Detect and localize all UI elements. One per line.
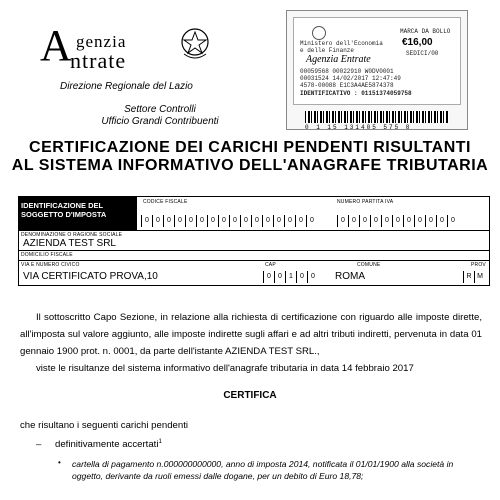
marca-da-bollo-stamp: [286, 10, 468, 130]
form-cell: 1: [285, 271, 296, 283]
bullet-marker: •: [58, 458, 61, 467]
domicilio-label: DOMICILIO FISCALE: [21, 252, 73, 258]
stamp-barcode: [305, 111, 449, 123]
form-cell: 0: [392, 215, 403, 227]
prov-label: PROV: [471, 262, 486, 268]
cf-cells: [141, 215, 317, 227]
via-value: VIA CERTIFICATO PROVA,10: [23, 271, 158, 282]
body-paragraph-1: Il sottoscritto Capo Sezione, in relazione alla richiesta di certificazione con riguardo alle imposte dirette, all'imposta sul valore aggiunto, alle imposte indirette sugli affari e ad altri tributi indiretti, pervenuta in data 01 gennaio 1900 prot. n. 0001, da parte dell'istante AZIENDA TEST SRL.,: [20, 312, 482, 357]
form-cell: 0: [273, 215, 284, 227]
stamp-code-4: IDENTIFICATIVO : 01151374059758: [300, 90, 412, 97]
form-cell: 0: [141, 215, 152, 227]
piva-cells: [337, 215, 458, 227]
stamp-code-3: 4578-00088 E1C3A4AE5874378: [300, 82, 394, 89]
form-cell: 0: [196, 215, 207, 227]
stamp-sedici: SEDICI/00: [406, 50, 439, 57]
stamp-code-1: 00059568 00022910 W0DV0001: [300, 68, 394, 75]
stamp-inner: [293, 17, 461, 105]
form-row-address: [19, 261, 489, 285]
form-cell: 0: [447, 215, 458, 227]
stamp-emblem-icon: [312, 26, 326, 40]
denominazione-value: AZIENDA TEST SRL: [23, 238, 116, 249]
definitivamente-line: [55, 439, 162, 450]
denominazione-label: DENOMINAZIONE O RAGIONE SOCIALE: [21, 232, 123, 238]
form-cell: 0: [414, 215, 425, 227]
stamp-barcode-number: 0 1 15 131405 575 8: [305, 124, 412, 130]
via-label: VIA E NUMERO CIVICO: [21, 262, 80, 268]
ufficio-label: Ufficio Grandi Contribuenti: [101, 116, 219, 127]
form-cell: 0: [284, 215, 295, 227]
body-paragraph-2: viste le risultanze del sistema informativo dell'anagrafe tributaria in data 14 febbraio 2017: [36, 363, 414, 374]
form-cell: 0: [403, 215, 414, 227]
form-cell: 0: [207, 215, 218, 227]
form-cell: 0: [359, 215, 370, 227]
risultano-line: che risultano i seguenti carichi pendenti: [20, 420, 188, 431]
logo-genzia: genzia: [76, 32, 127, 51]
stamp-finanze: e delle Finanze: [300, 47, 355, 54]
comune-label: COMUNE: [357, 262, 381, 268]
form-row-denominazione: [19, 231, 489, 251]
footnote-mark: 1: [158, 439, 162, 445]
form-cell: 0: [262, 215, 273, 227]
form-cell: 0: [295, 215, 306, 227]
form-cell: 0: [152, 215, 163, 227]
stamp-value: €16,00: [402, 37, 433, 48]
form-cell: 0: [274, 271, 285, 283]
id-soggetto-label: IDENTIFICAZIONE DEL SOGGETTO D'IMPOSTA: [19, 197, 137, 231]
logo-entrate: ntrate: [70, 48, 127, 73]
cf-label: CODICE FISCALE: [143, 199, 188, 205]
form-cell: 0: [348, 215, 359, 227]
definitivamente-label: definitivamente accertati: [55, 439, 159, 451]
stamp-logo: Agenzia Entrate: [306, 54, 371, 65]
form-cell: 0: [436, 215, 447, 227]
prov-cells: [463, 271, 485, 283]
form-row-domicilio: [19, 251, 489, 261]
document-title-line-1: CERTIFICAZIONE DEI CARICHI PENDENTI RISULTANTI: [29, 139, 471, 156]
form-cell: M: [474, 271, 485, 283]
settore-ufficio: [90, 104, 230, 128]
identification-form: [18, 196, 490, 286]
cap-label: CAP: [265, 262, 276, 268]
republic-emblem-icon: [178, 24, 212, 62]
stamp-marca: MARCA DA BOLLO: [400, 28, 451, 35]
form-cell: 0: [296, 271, 307, 283]
stamp-ministero: Ministero dell'Economia: [300, 40, 383, 47]
form-cell: 0: [307, 271, 318, 283]
piva-label: NUMERO PARTITA IVA: [337, 199, 394, 205]
form-row-codes: [19, 197, 489, 231]
form-cell: 0: [337, 215, 348, 227]
form-cell: 0: [163, 215, 174, 227]
form-cell: 0: [425, 215, 436, 227]
form-cell: 0: [263, 271, 274, 283]
form-cell: 0: [240, 215, 251, 227]
form-cell: 0: [218, 215, 229, 227]
document-title-line-2: AL SISTEMA INFORMATIVO DELL'ANAGRAFE TRIBUTARIA: [11, 157, 489, 174]
logo-letter-a: A: [40, 21, 72, 70]
stamp-code-2: 00031524 14/02/2017 12:47:49: [300, 75, 401, 82]
comune-value: ROMA: [335, 271, 365, 282]
form-cell: 0: [370, 215, 381, 227]
cartella-item: cartella di pagamento n.000000000000, anno di imposta 2014, notificata il 01/01/1900 alla società in oggetto, derivante da ruoli emessi dalle dogane, per un debito di Euro 18,78;: [72, 459, 454, 481]
form-cell: 0: [229, 215, 240, 227]
form-cell: 0: [381, 215, 392, 227]
direzione-regionale: Direzione Regionale del Lazio: [60, 81, 193, 92]
settore-label: Settore Controlli: [124, 104, 196, 115]
form-cell: 0: [251, 215, 262, 227]
form-cell: 0: [185, 215, 196, 227]
certifica-heading: CERTIFICA: [223, 390, 277, 401]
cap-cells: [263, 271, 318, 283]
form-cell: 0: [306, 215, 317, 227]
dash-marker: –: [36, 439, 42, 450]
form-cell: 0: [174, 215, 185, 227]
agenzia-entrate-logo: [40, 21, 200, 74]
form-cell: R: [463, 271, 474, 283]
